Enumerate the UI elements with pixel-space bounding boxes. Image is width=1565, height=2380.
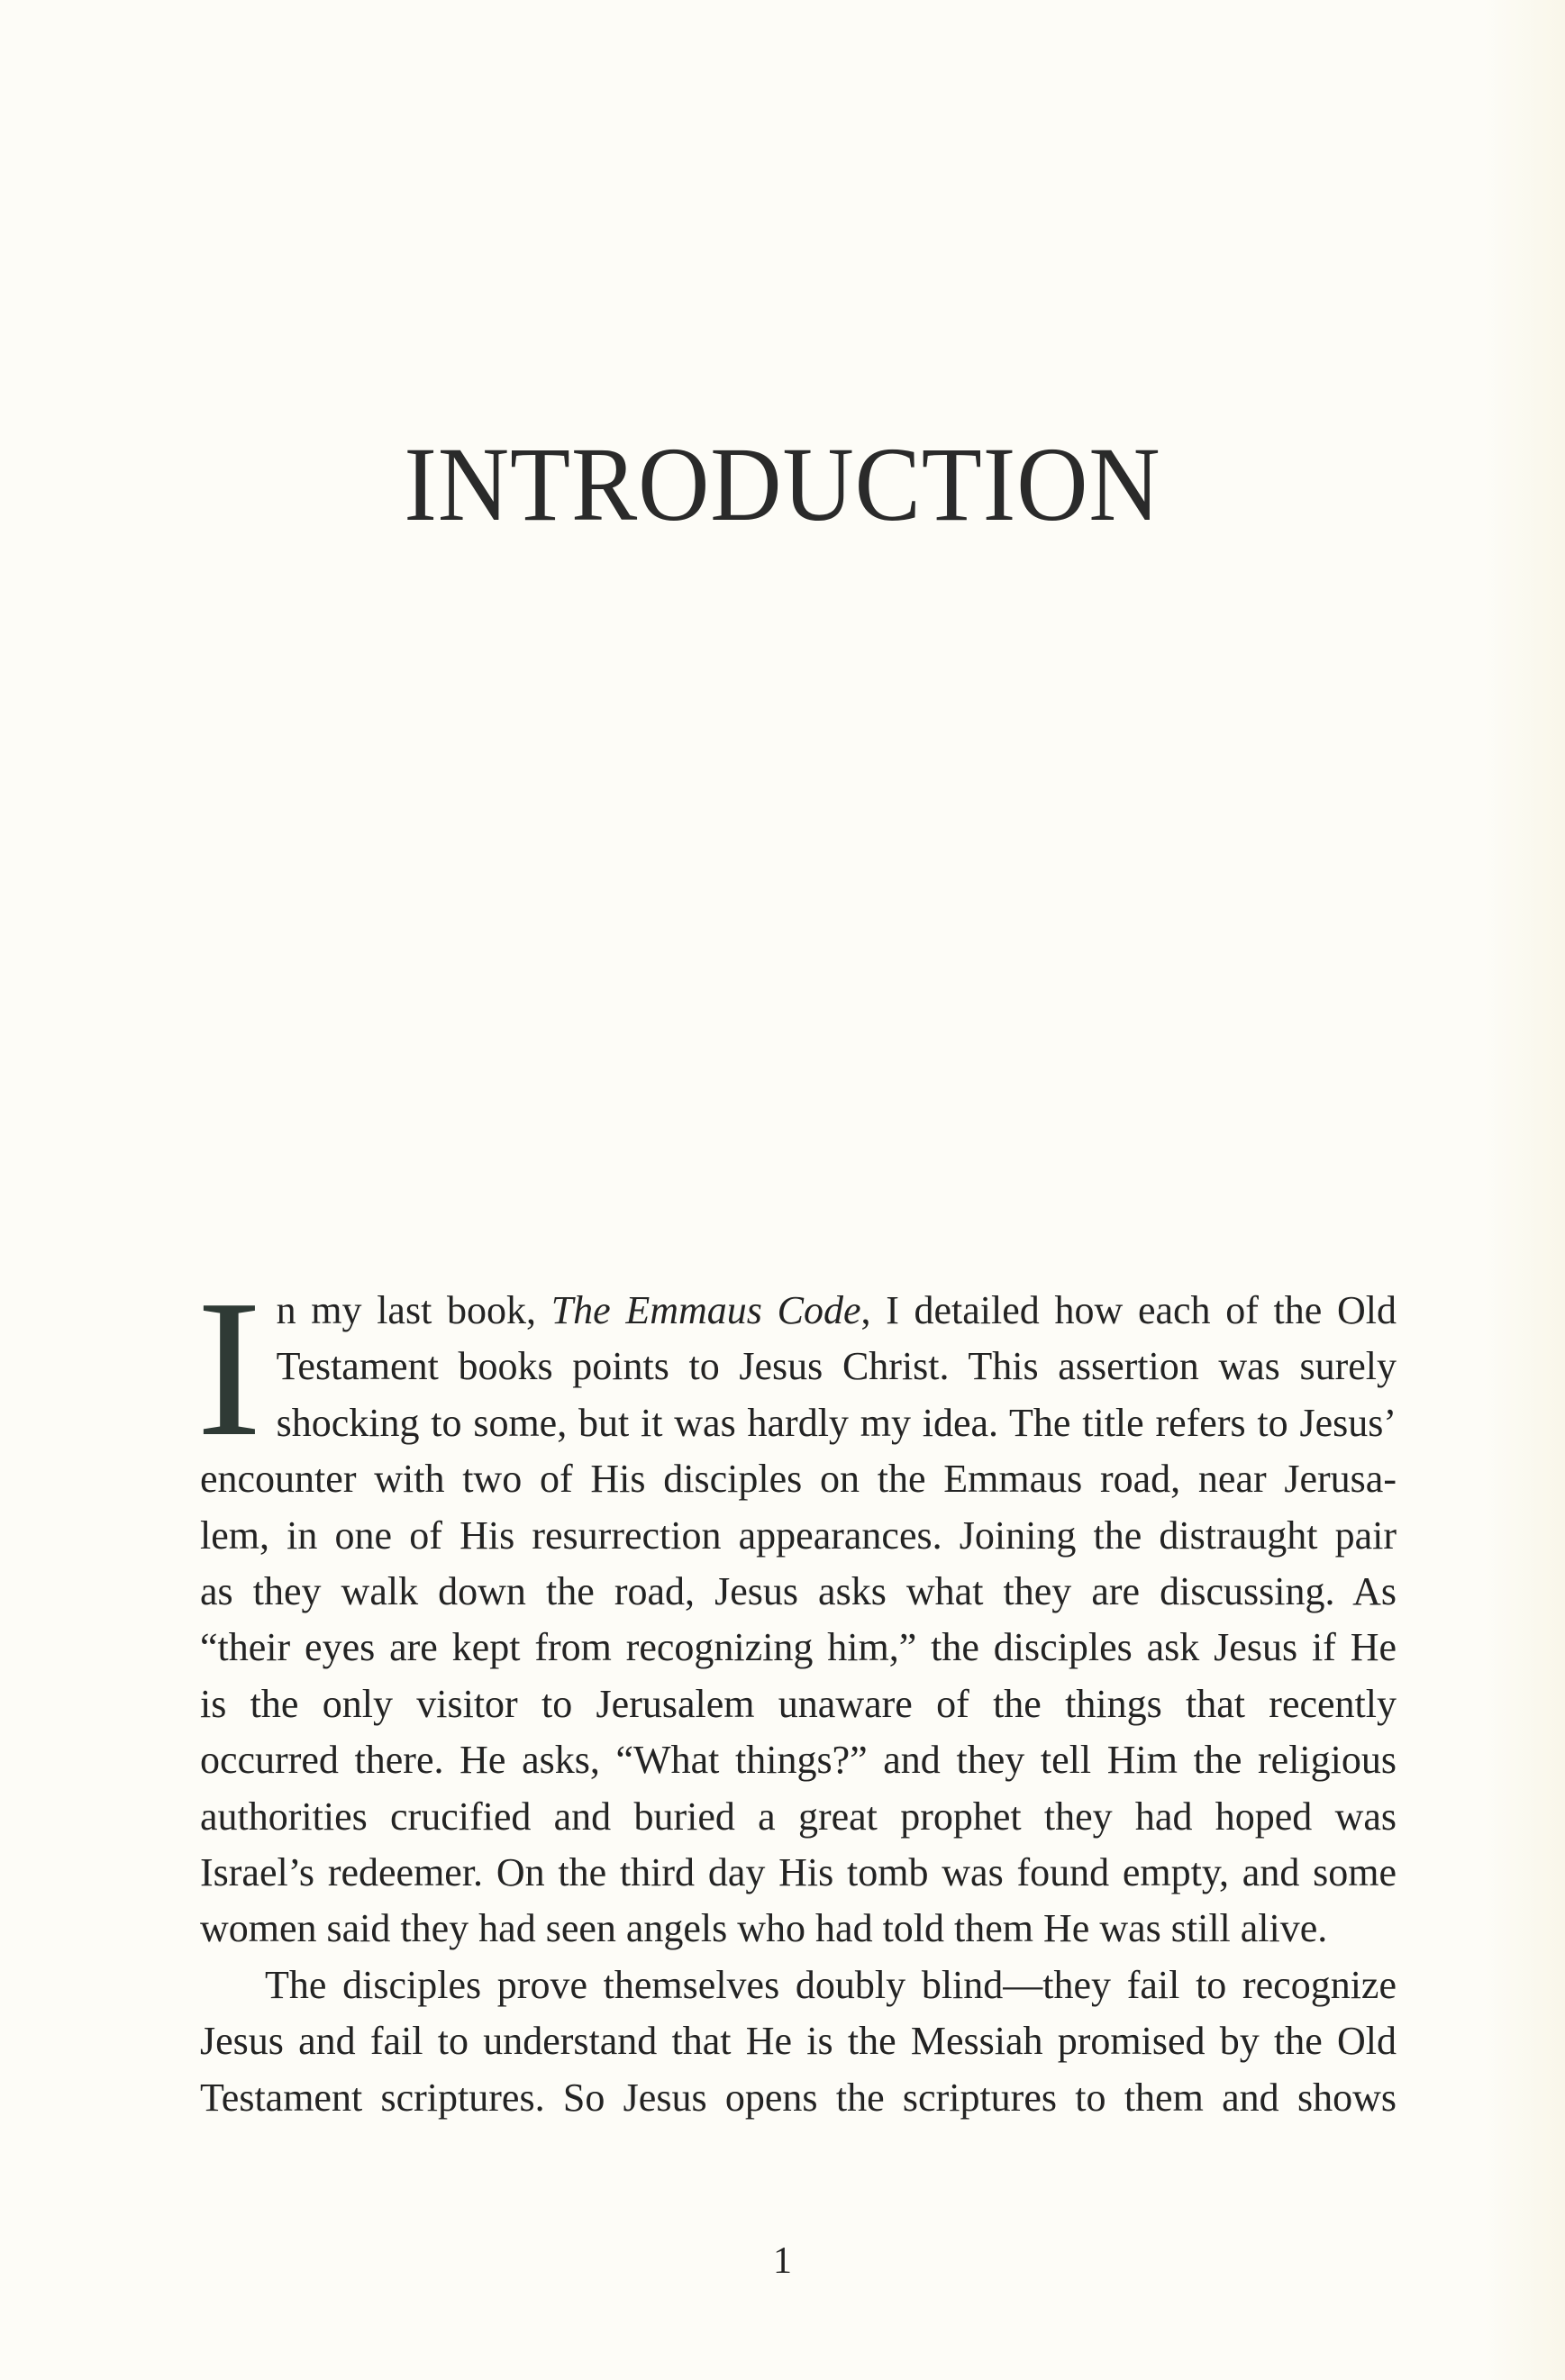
text-line: is the only visitor to Jerusalem unaware of the things that recently [200, 1681, 1397, 1726]
text-line: Jesus and fail to understand that He is the Messiah promised by the Old [200, 2019, 1397, 2064]
page-edge-shadow [1484, 0, 1565, 2380]
text-line: Israel’s redeemer. On the third day His tomb was found empty, and some [200, 1850, 1397, 1895]
text-line: Testament books points to Jesus Christ. This assertion was surely [276, 1344, 1397, 1389]
body-text [196, 1260, 1397, 2126]
paragraph-2 [200, 1958, 1397, 2126]
text-line: Testament scriptures. So Jesus opens the scriptures to them and shows [200, 2075, 1397, 2120]
book-title-italic: The Emmaus Code [550, 1288, 861, 1332]
text-segment: , I detailed how each of the Old [860, 1288, 1397, 1332]
text-line: lem, in one of His resurrection appearances. Joining the distraught pair [200, 1512, 1397, 1558]
text-line: occurred there. He asks, “What things?” and they tell Him the religious [200, 1738, 1397, 1783]
text-line: The disciples prove themselves doubly blind—they fail to recognize [265, 1962, 1397, 2007]
page-number: 1 [773, 2240, 792, 2282]
text-line: shocking to some, but it was hardly my idea. The title refers to Jesus’ [276, 1400, 1397, 1445]
text-line: authorities crucified and buried a great prophet they had hoped was [200, 1794, 1397, 1839]
text-line: encounter with two of His disciples on the Emmaus road, near Jerusa- [200, 1457, 1397, 1502]
text-line: women said they had seen angels who had told them He was still alive. [200, 1906, 1328, 1951]
text-line: as they walk down the road, Jesus asks what they are discussing. As [200, 1569, 1397, 1614]
text-line: “their eyes are kept from recognizing him,” the disciples ask Jesus if He [200, 1625, 1397, 1670]
paragraph-1 [196, 1260, 1397, 1958]
text-line [266, 1283, 1397, 1339]
drop-cap: I [196, 1260, 262, 1477]
chapter-title: INTRODUCTION [404, 425, 1161, 543]
text-segment: n my last book, [276, 1288, 551, 1332]
